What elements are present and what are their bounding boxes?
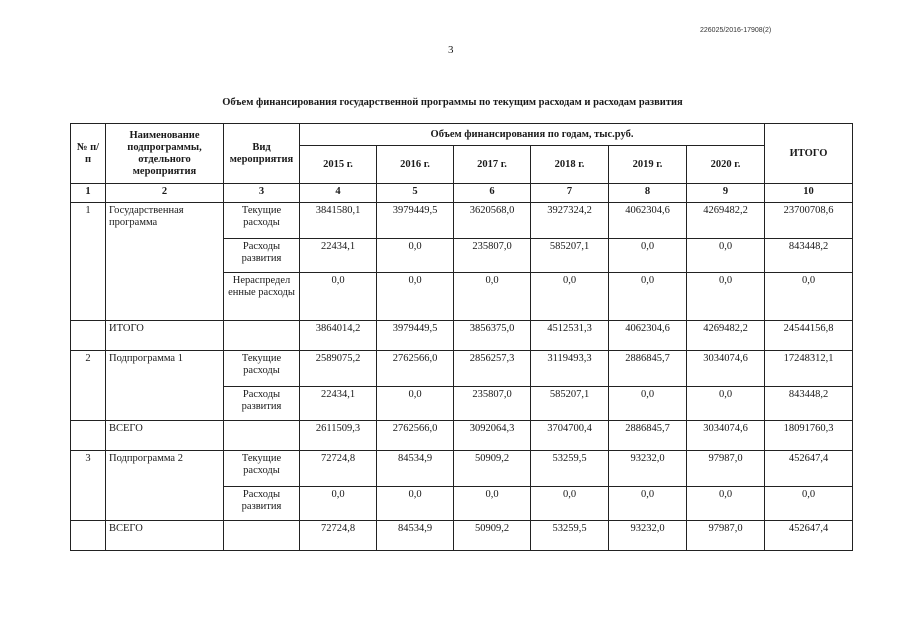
section-number: 2 [71,351,106,421]
section-number: 1 [71,203,106,321]
year-value: 0,0 [454,487,531,521]
row-total-value: 17248312,1 [765,351,853,387]
column-index: 8 [609,184,687,203]
year-value: 0,0 [531,273,609,321]
year-value: 0,0 [377,487,454,521]
year-value: 2762566,0 [377,351,454,387]
row-total-value: 0,0 [765,487,853,521]
year-value: 72724,8 [300,451,377,487]
year-value: 0,0 [609,387,687,421]
year-value: 0,0 [609,487,687,521]
row-total-value: 843448,2 [765,239,853,273]
total-year-value: 72724,8 [300,521,377,551]
empty-cell [71,521,106,551]
year-value: 3620568,0 [454,203,531,239]
total-year-value: 3979449,5 [377,321,454,351]
section-total-label: ВСЕГО [106,421,224,451]
total-year-value: 84534,9 [377,521,454,551]
column-index: 6 [454,184,531,203]
grand-total-value: 18091760,3 [765,421,853,451]
total-year-value: 3704700,4 [531,421,609,451]
expense-kind: Расходы развития [224,487,300,521]
year-value: 0,0 [377,387,454,421]
total-year-value: 50909,2 [454,521,531,551]
grand-total-value: 452647,4 [765,521,853,551]
year-value: 0,0 [687,273,765,321]
header-financing-group: Объем финансирования по годам, тыс.руб. [300,124,765,146]
row-total-value: 0,0 [765,273,853,321]
column-index: 1 [71,184,106,203]
year-value: 2886845,7 [609,351,687,387]
year-value: 0,0 [687,387,765,421]
year-value: 0,0 [377,239,454,273]
year-value: 4062304,6 [609,203,687,239]
row-total-value: 452647,4 [765,451,853,487]
year-value: 2589075,2 [300,351,377,387]
document-number: 226025/2016-17908(2) [700,27,772,34]
header-year: 2017 г. [454,146,531,184]
year-value: 3841580,1 [300,203,377,239]
year-value: 0,0 [454,273,531,321]
section-total-row [71,521,853,551]
empty-cell [224,321,300,351]
total-year-value: 3864014,2 [300,321,377,351]
column-index: 3 [224,184,300,203]
section-total-row [71,321,853,351]
empty-cell [71,321,106,351]
expense-kind: Текущие расходы [224,203,300,239]
section-name: Подпрограмма 1 [106,351,224,421]
table-row [71,203,853,239]
year-value: 53259,5 [531,451,609,487]
header-year: 2018 г. [531,146,609,184]
year-value: 2856257,3 [454,351,531,387]
expense-kind: Текущие расходы [224,451,300,487]
column-index: 4 [300,184,377,203]
year-value: 585207,1 [531,239,609,273]
section-total-row [71,421,853,451]
total-year-value: 2886845,7 [609,421,687,451]
year-value: 0,0 [531,487,609,521]
header-kind: Вид мероприятия [224,124,300,184]
year-value: 0,0 [687,487,765,521]
row-total-value: 843448,2 [765,387,853,421]
column-index: 5 [377,184,454,203]
year-value: 3034074,6 [687,351,765,387]
section-number: 3 [71,451,106,521]
total-year-value: 53259,5 [531,521,609,551]
grand-total-value: 24544156,8 [765,321,853,351]
year-value: 0,0 [377,273,454,321]
year-value: 22434,1 [300,387,377,421]
table-title: Объем финансирования государственной программы по текущим расходам и расходам развития [222,97,683,108]
total-year-value: 97987,0 [687,521,765,551]
table-row [71,351,853,387]
header-year: 2016 г. [377,146,454,184]
section-name: Государственная программа [106,203,224,321]
total-year-value: 93232,0 [609,521,687,551]
empty-cell [71,421,106,451]
total-year-value: 4062304,6 [609,321,687,351]
year-value: 84534,9 [377,451,454,487]
table-row [71,451,853,487]
year-value: 0,0 [300,273,377,321]
year-value: 0,0 [609,273,687,321]
empty-cell [224,421,300,451]
total-year-value: 3092064,3 [454,421,531,451]
year-value: 3927324,2 [531,203,609,239]
header-num: № п/п [71,124,106,184]
page-number: 3 [448,44,454,56]
year-value: 4269482,2 [687,203,765,239]
empty-cell [224,521,300,551]
year-value: 235807,0 [454,387,531,421]
expense-kind: Расходы развития [224,239,300,273]
year-value: 50909,2 [454,451,531,487]
total-year-value: 2762566,0 [377,421,454,451]
section-total-label: ВСЕГО [106,521,224,551]
header-total: ИТОГО [765,124,853,184]
row-total-value: 23700708,6 [765,203,853,239]
year-value: 22434,1 [300,239,377,273]
column-index-row [71,184,853,203]
year-value: 97987,0 [687,451,765,487]
total-year-value: 3034074,6 [687,421,765,451]
year-value: 0,0 [300,487,377,521]
total-year-value: 3856375,0 [454,321,531,351]
header-year: 2020 г. [687,146,765,184]
total-year-value: 4512531,3 [531,321,609,351]
header-year: 2015 г. [300,146,377,184]
expense-kind: Текущие расходы [224,351,300,387]
header-year: 2019 г. [609,146,687,184]
column-index: 2 [106,184,224,203]
column-index: 9 [687,184,765,203]
column-index: 7 [531,184,609,203]
year-value: 585207,1 [531,387,609,421]
expense-kind: Расходы развития [224,387,300,421]
year-value: 0,0 [609,239,687,273]
year-value: 93232,0 [609,451,687,487]
year-value: 3979449,5 [377,203,454,239]
section-name: Подпрограмма 2 [106,451,224,521]
year-value: 3119493,3 [531,351,609,387]
expense-kind: Нераспредел енные расходы [224,273,300,321]
total-year-value: 2611509,3 [300,421,377,451]
section-total-label: ИТОГО [106,321,224,351]
header-name: Наименование подпрограммы, отдельного мероприятия [106,124,224,184]
column-index: 10 [765,184,853,203]
total-year-value: 4269482,2 [687,321,765,351]
financing-table [70,123,853,551]
year-value: 235807,0 [454,239,531,273]
year-value: 0,0 [687,239,765,273]
